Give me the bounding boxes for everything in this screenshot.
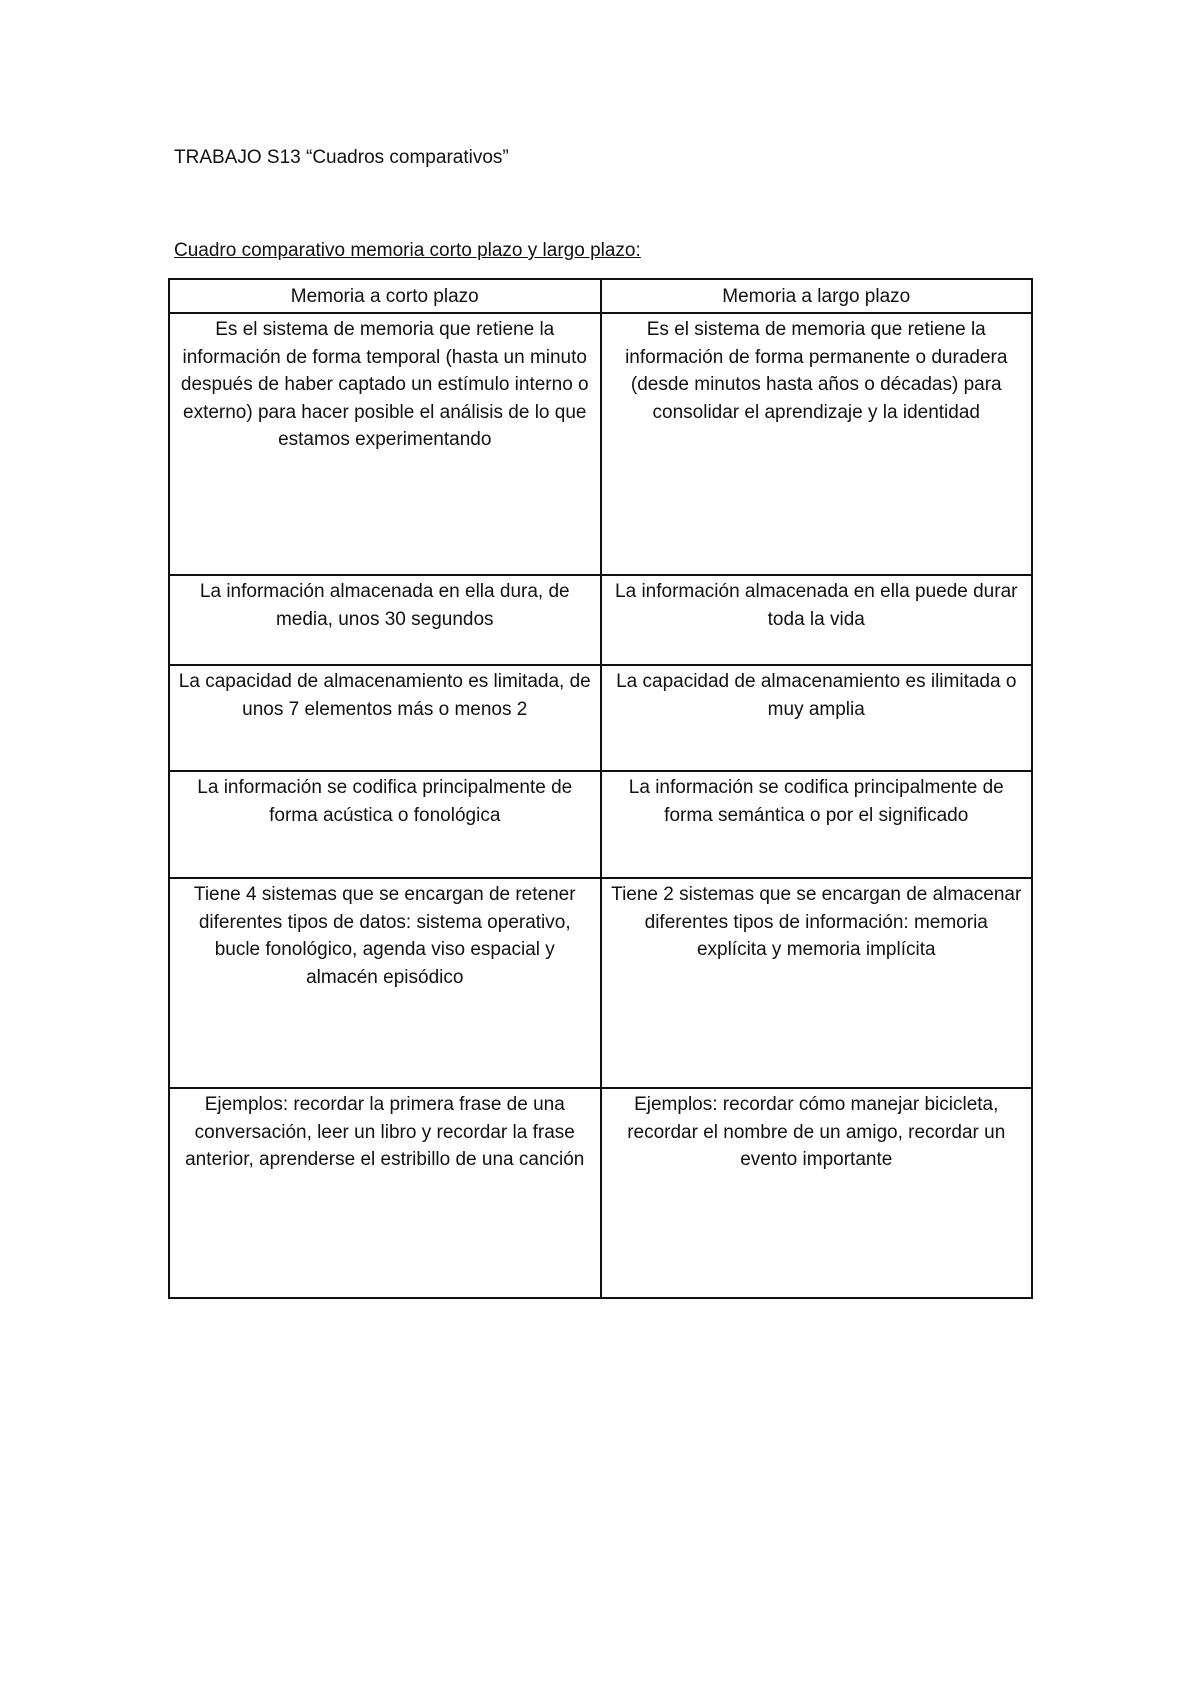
cell-long-term-capacity: La capacidad de almacenamiento es ilimitada o muy amplia	[601, 665, 1033, 771]
cell-short-term-encoding: La información se codifica principalmente de forma acústica o fonológica	[169, 771, 601, 878]
cell-short-term-capacity: La capacidad de almacenamiento es limitada, de unos 7 elementos más o menos 2	[169, 665, 601, 771]
cell-long-term-examples: Ejemplos: recordar cómo manejar bicicleta, recordar el nombre de un amigo, recordar un evento importante	[601, 1088, 1033, 1298]
table-row	[169, 665, 1032, 771]
table-header-row	[169, 279, 1032, 313]
document-title: TRABAJO S13 “Cuadros comparativos”	[174, 147, 509, 168]
header-short-term-memory: Memoria a corto plazo	[169, 279, 601, 313]
cell-long-term-duration: La información almacenada en ella puede durar toda la vida	[601, 575, 1033, 665]
header-long-term-memory: Memoria a largo plazo	[601, 279, 1033, 313]
table-row	[169, 1088, 1032, 1298]
comparison-table	[168, 278, 1033, 1299]
table-row	[169, 878, 1032, 1088]
cell-long-term-encoding: La información se codifica principalmente de forma semántica o por el significado	[601, 771, 1033, 878]
cell-short-term-duration: La información almacenada en ella dura, de media, unos 30 segundos	[169, 575, 601, 665]
table-row	[169, 771, 1032, 878]
table-row	[169, 313, 1032, 575]
cell-short-term-examples: Ejemplos: recordar la primera frase de una conversación, leer un libro y recordar la frase anterior, aprenderse el estribillo de una canción	[169, 1088, 601, 1298]
cell-short-term-systems: Tiene 4 sistemas que se encargan de retener diferentes tipos de datos: sistema operativo, bucle fonológico, agenda viso espacial y almacén episódico	[169, 878, 601, 1088]
cell-long-term-definition: Es el sistema de memoria que retiene la información de forma permanente o duradera (desde minutos hasta años o décadas) para consolidar el aprendizaje y la identidad	[601, 313, 1033, 575]
table-caption: Cuadro comparativo memoria corto plazo y largo plazo:	[174, 240, 641, 261]
table-row	[169, 575, 1032, 665]
cell-short-term-definition: Es el sistema de memoria que retiene la información de forma temporal (hasta un minuto después de haber captado un estímulo interno o externo) para hacer posible el análisis de lo que estamos experimentando	[169, 313, 601, 575]
cell-long-term-systems: Tiene 2 sistemas que se encargan de almacenar diferentes tipos de información: memoria explícita y memoria implícita	[601, 878, 1033, 1088]
